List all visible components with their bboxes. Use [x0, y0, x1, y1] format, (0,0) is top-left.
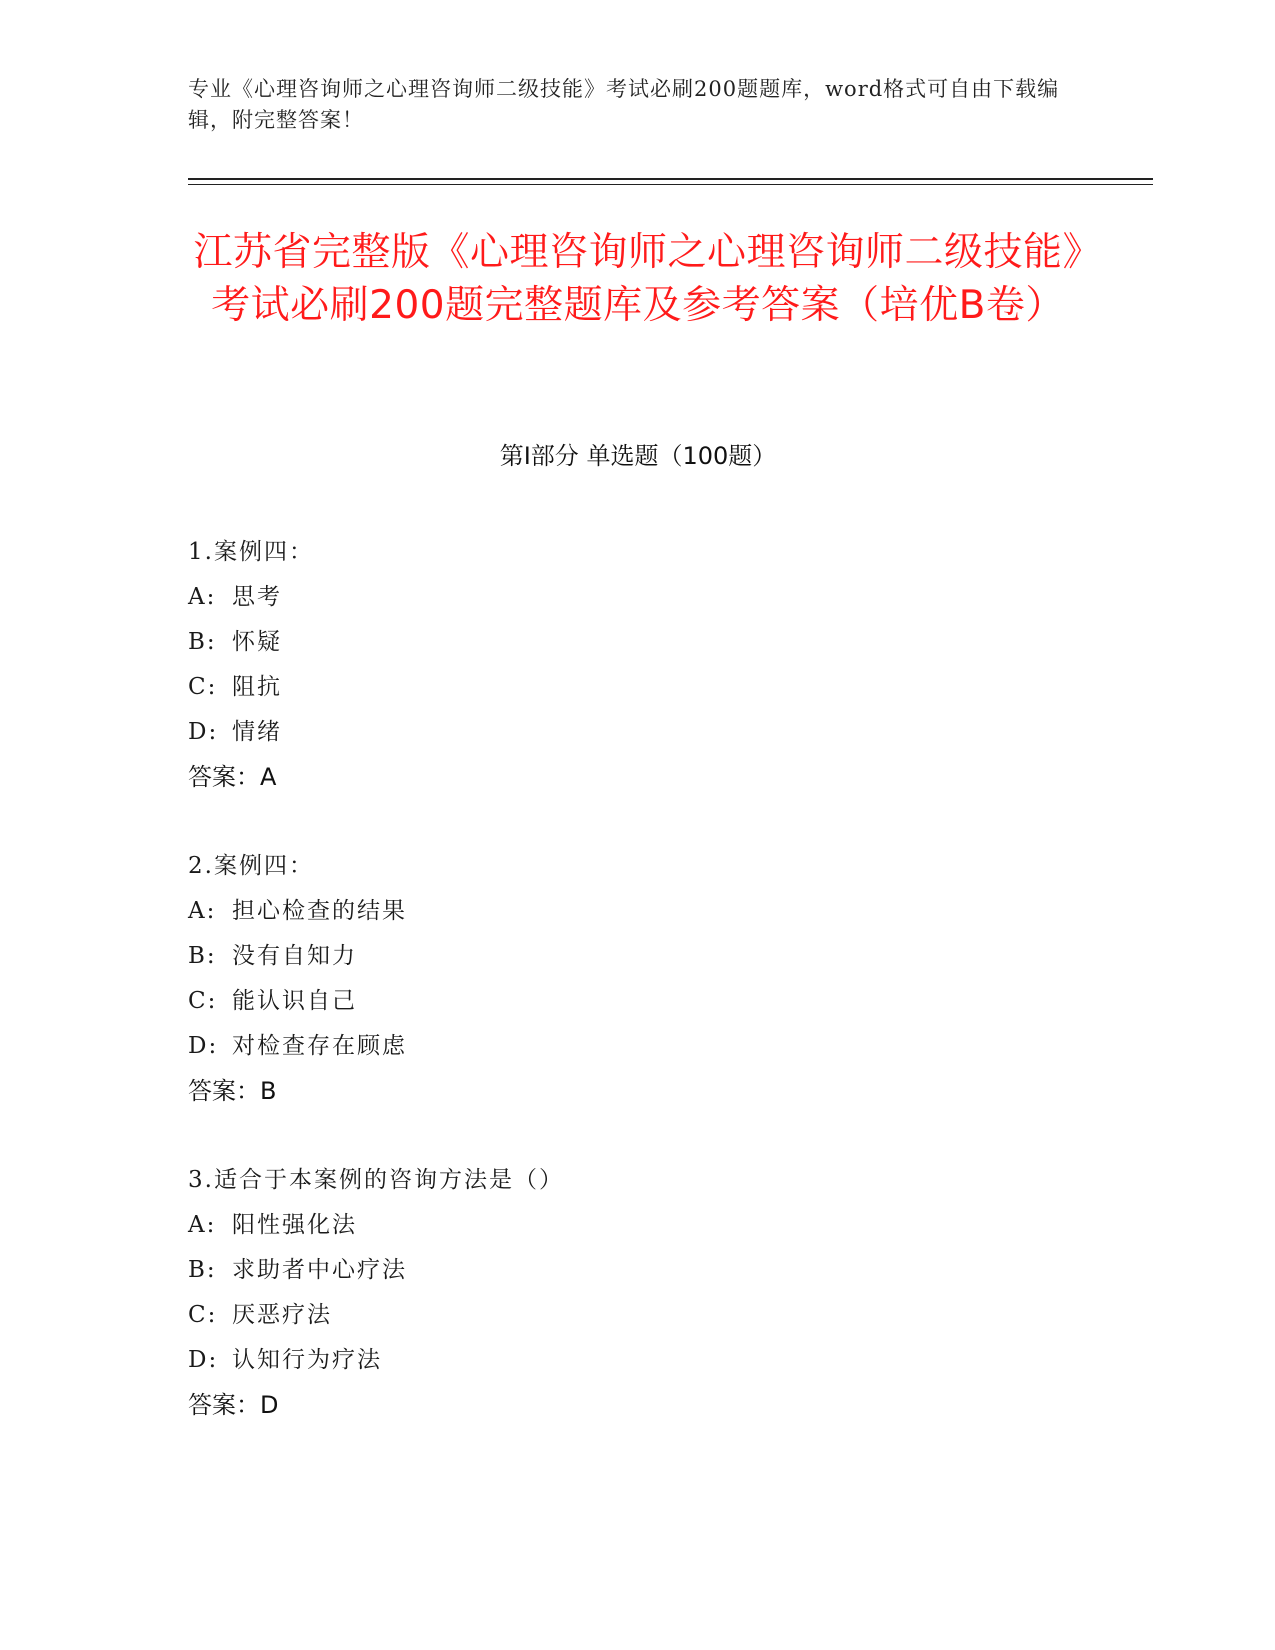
option-text: 情绪 [232, 719, 282, 745]
answer-label: 答案：A [188, 763, 277, 791]
option-text: 思考 [232, 584, 282, 610]
option-text: 没有自知力 [232, 943, 357, 969]
option-key: C: [188, 1302, 218, 1328]
section-title: 第Ⅰ部分 单选题（100题） [499, 442, 777, 470]
question-stem: 2.案例四： [188, 853, 314, 879]
option-key: C: [188, 988, 218, 1014]
question-stem: 1.案例四： [188, 539, 314, 565]
option-c [188, 979, 1088, 1024]
option-text: 认知行为疗法 [232, 1347, 382, 1373]
option-text: 厌恶疗法 [232, 1302, 332, 1328]
option-text: 阻抗 [232, 674, 282, 700]
option-b [188, 620, 1088, 665]
option-text: 阳性强化法 [232, 1212, 357, 1238]
option-b [188, 934, 1088, 979]
answer-label: 答案：B [188, 1077, 277, 1105]
option-key: D: [188, 719, 219, 745]
header-divider-thick [188, 178, 1153, 180]
option-d [188, 1024, 1088, 1069]
question-list [188, 530, 1088, 1472]
option-text: 担心检查的结果 [232, 898, 407, 924]
answer-label: 答案：D [188, 1391, 279, 1419]
option-b [188, 1248, 1088, 1293]
option-key: A: [188, 1212, 217, 1238]
option-text: 能认识自己 [232, 988, 357, 1014]
option-key: B: [188, 943, 217, 969]
option-text: 求助者中心疗法 [232, 1257, 407, 1283]
option-a [188, 1203, 1088, 1248]
option-key: A: [188, 898, 217, 924]
option-d [188, 1338, 1088, 1383]
header-divider-thin [188, 184, 1153, 185]
question-item [188, 844, 1088, 1114]
option-key: D: [188, 1347, 219, 1373]
document-title: 江苏省完整版《心理咨询师之心理咨询师二级技能》考试必刷200题完整题库及参考答案（培优B卷） [193, 230, 1083, 328]
option-key: B: [188, 629, 217, 655]
option-c [188, 665, 1088, 710]
option-c [188, 1293, 1088, 1338]
header-note: 专业《心理咨询师之心理咨询师二级技能》考试必刷200题题库，word格式可自由下载编辑，附完整答案！ [188, 77, 1060, 132]
question-item [188, 530, 1088, 800]
question-item [188, 1158, 1088, 1428]
question-stem: 3.适合于本案例的咨询方法是（） [188, 1167, 564, 1193]
option-key: D: [188, 1033, 219, 1059]
option-key: B: [188, 1257, 217, 1283]
option-a [188, 889, 1088, 934]
option-text: 对检查存在顾虑 [232, 1033, 407, 1059]
option-key: A: [188, 584, 217, 610]
option-key: C: [188, 674, 218, 700]
option-text: 怀疑 [232, 629, 282, 655]
option-a [188, 575, 1088, 620]
option-d [188, 710, 1088, 755]
